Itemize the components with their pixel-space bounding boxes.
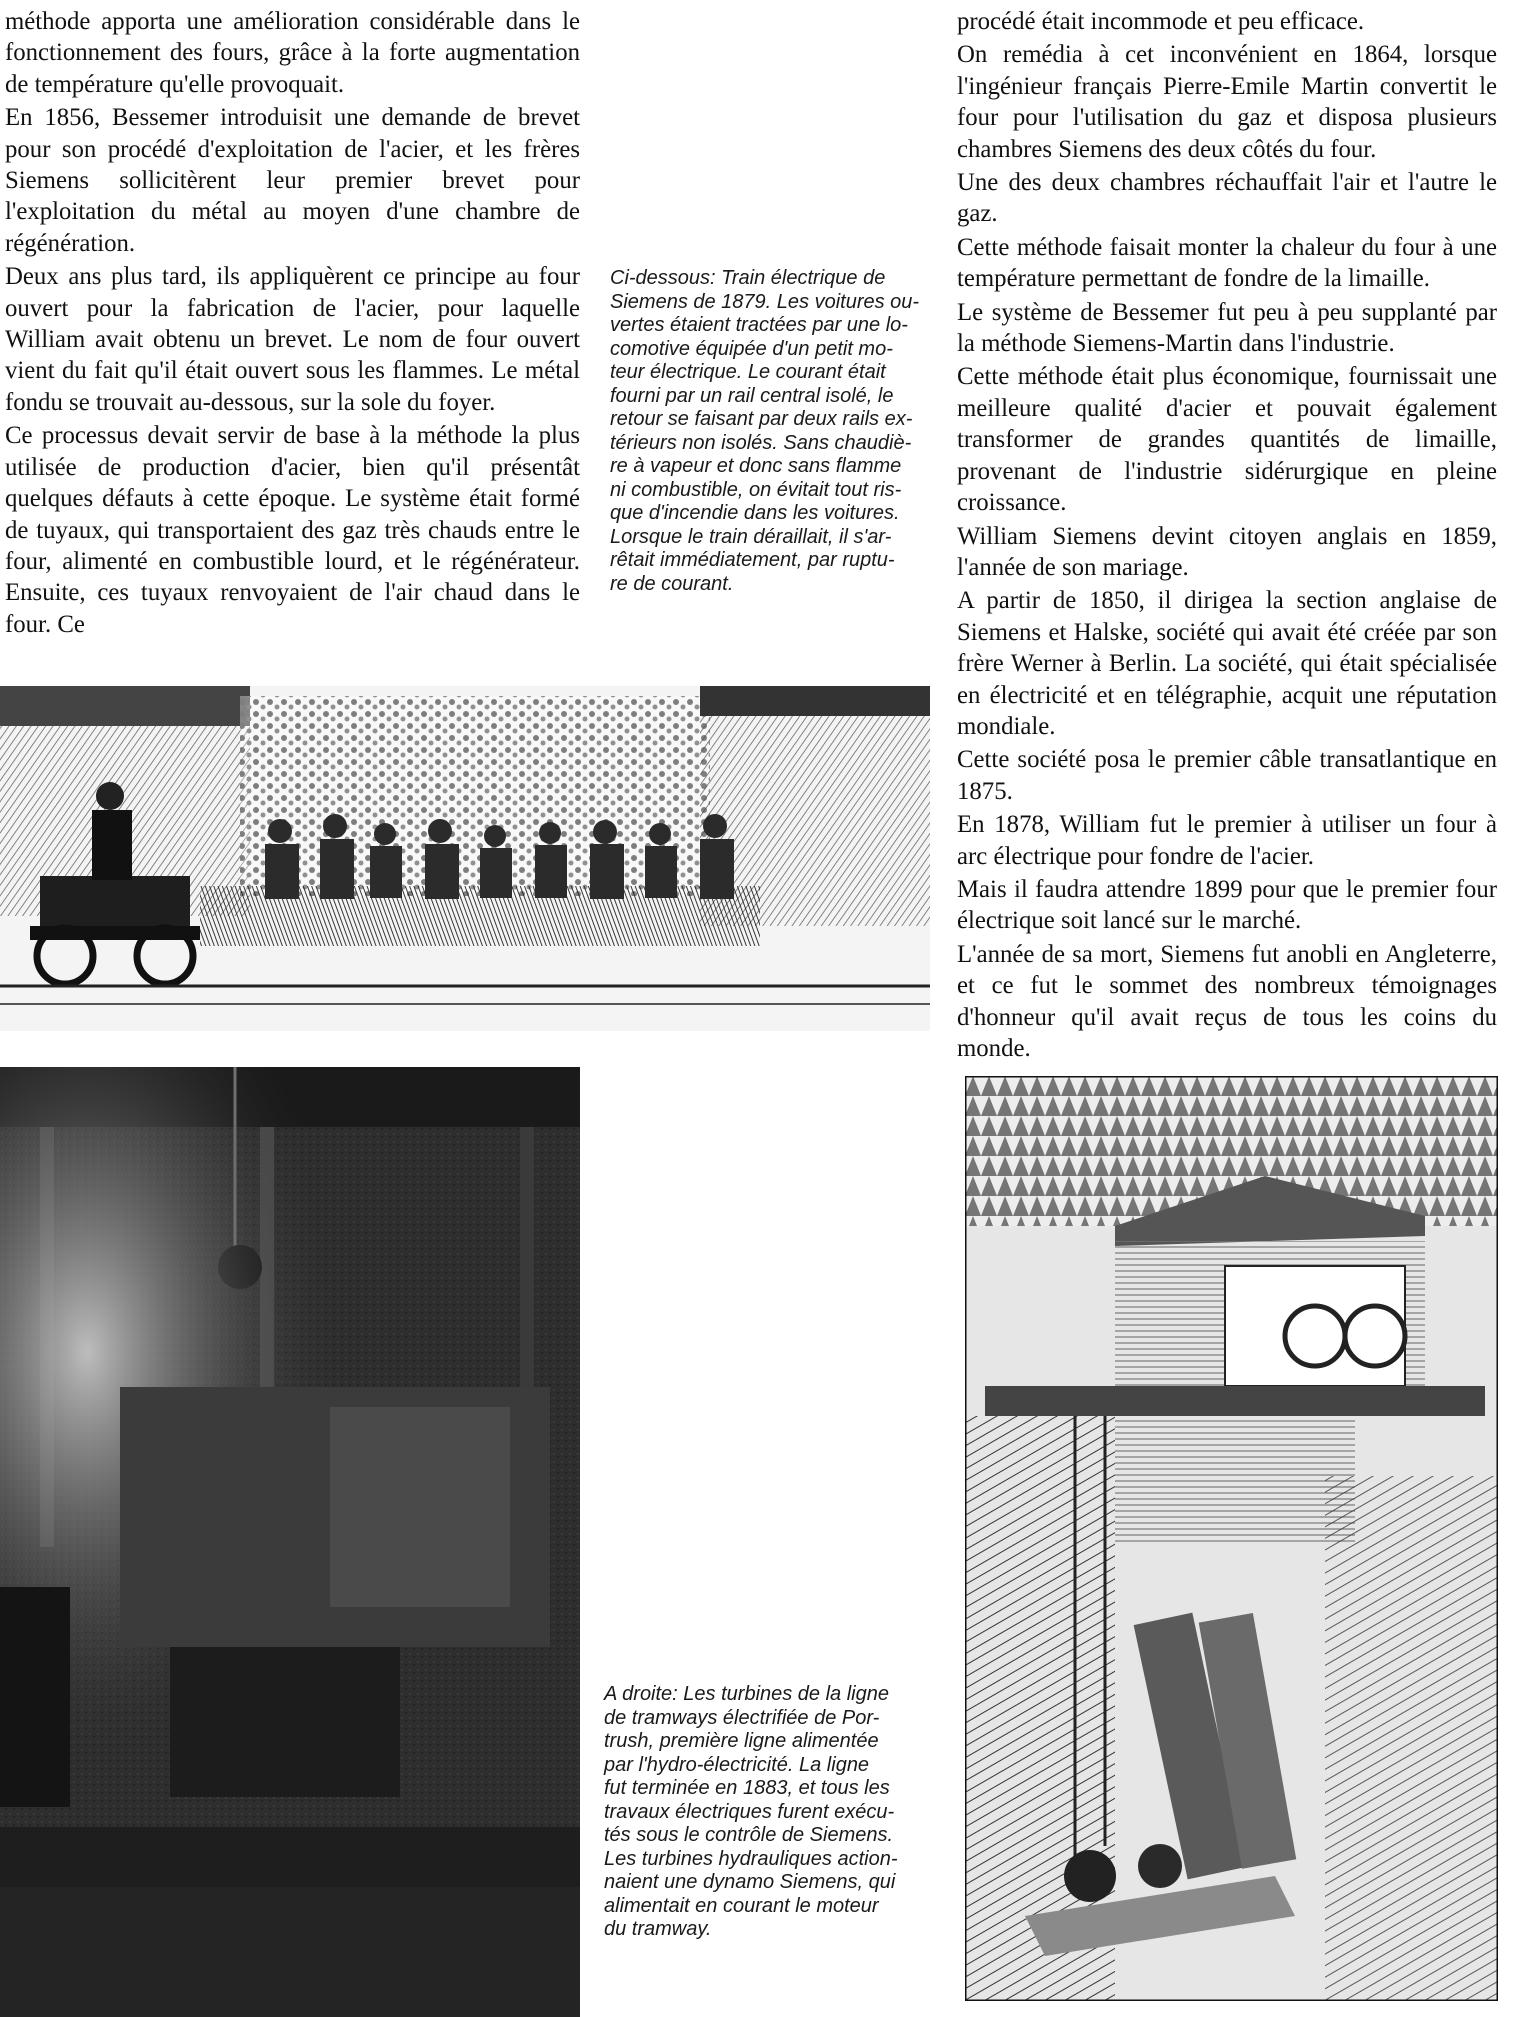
paragraph: En 1856, Bessemer introduisit une demande de brevet pour son procédé d'exploitation de l'acier, et les frères Siemens sollicitèrent leur premier brevet pour l'exploitation du métal au moyen d'une chambre de régénération. [5, 104, 580, 257]
caption-line: de tramways électrifiée de Por- [604, 1706, 880, 1729]
right-text-column [957, 6, 1497, 1066]
caption-line: Lorsque le train déraillait, il s'ar- [610, 525, 892, 548]
portrush-turbines-illustration [965, 1076, 1498, 2001]
caption-line: re de courant. [610, 572, 734, 595]
caption-line: par l'hydro-électricité. La ligne [604, 1753, 870, 1776]
paragraph: Ce processus devait servir de base à la méthode la plus utilisée de production d'acier, bien qu'il présentât quelques défauts à cette époque. Le système était formé de tuyaux, qui transportaient des gaz très chauds entre le four, alimenté en combustible lourd, et le régénérateur. Ensuite, ces tuyaux renvoyaient de l'air chaud dans le four. Ce [5, 422, 580, 638]
caption-line: trush, première ligne alimentée [604, 1730, 879, 1752]
caption-line: teur électrique. Le courant était [610, 361, 886, 383]
caption-line: Les turbines hydrauliques action- [604, 1847, 898, 1870]
caption-line: naient une dynamo Siemens, qui [604, 1871, 896, 1893]
paragraph: Deux ans plus tard, ils appliquèrent ce principe au four ouvert pour la fabrication de l'acier, pour laquelle William avait obtenu un brevet. Le nom de four ouvert vient du fait qu'il était ouvert sous les flammes. Le métal fondu se trouvait au-dessous, sur la sole du foyer. [5, 263, 580, 416]
caption-line: fut terminée en 1883, et tous les [604, 1777, 890, 1799]
paragraph: méthode apporta une amélioration considérable dans le fonctionnement des fours, grâce à la forte augmentation de température qu'elle provoquait. [5, 8, 580, 98]
paragraph: Mais il faudra attendre 1899 pour que le premier four électrique soit lancé sur le marché. [957, 875, 1497, 935]
caption-line: comotive équipée d'un petit mo- [610, 337, 893, 360]
steelworks-photo [0, 1067, 580, 2017]
caption-line: du tramway. [604, 1918, 712, 1940]
caption-line: ni combustible, on évitait tout ris- [610, 478, 902, 501]
caption-line: vertes étaient tractées par une lo- [610, 314, 908, 336]
paragraph: Cette méthode était plus économique, fournissait une meilleure qualité d'acier et pouvait également transformer de grandes quantités de limaille, provenant de l'industrie sidérurgique en pleine croissance. [957, 363, 1497, 517]
paragraph: William Siemens devint citoyen anglais en 1859, l'année de son mariage. [957, 522, 1497, 581]
paragraph: Cette méthode faisait monter la chaleur du four à une température permettant de fondre de la limaille. [957, 233, 1497, 293]
paragraph: Le système de Bessemer fut peu à peu supplanté par la méthode Siemens-Martin dans l'industrie. [957, 298, 1497, 358]
caption-line: tés sous le contrôle de Siemens. [604, 1824, 894, 1846]
turbines-caption [604, 1683, 922, 1942]
electric-train-illustration [0, 686, 930, 1031]
caption-line: alimentait en courant le moteur [604, 1894, 879, 1917]
caption-line: travaux électriques furent exécu- [604, 1800, 895, 1823]
caption-line: fourni par un rail central isolé, le [610, 384, 894, 407]
paragraph: En 1878, William fut le premier à utiliser un four à arc électrique pour fondre de l'acier. [957, 811, 1497, 870]
paragraph: procédé était incommode et peu efficace. [957, 8, 1365, 35]
paragraph: Cette société posa le premier câble transatlantique en 1875. [957, 746, 1497, 805]
paragraph: On remédia à cet inconvénient en 1864, lorsque l'ingénieur français Pierre-Emile Martin convertit le four pour l'utilisation du gaz et disposa plusieurs chambres Siemens des deux côtés du four. [957, 41, 1497, 163]
left-text-column [5, 6, 580, 642]
paragraph: L'année de sa mort, Siemens fut anobli en Angleterre, et ce fut le sommet des nombreux témoignages d'honneur qu'il avait reçus de tous les coins du monde. [957, 940, 1497, 1062]
paragraph: A partir de 1850, il dirigea la section anglaise de Siemens et Halske, société qui avait été créée par son frère Werner à Berlin. La société, qui était spécialisée en électricité et en télégraphie, acquit une réputation mondiale. [957, 587, 1497, 740]
caption-line: retour se faisant par deux rails ex- [610, 408, 913, 430]
caption-line: rêtait immédiatement, par ruptu- [610, 549, 895, 571]
caption-line: térieurs non isolés. Sans chaudiè- [610, 431, 912, 454]
paragraph: Une des deux chambres réchauffait l'air et l'autre le gaz. [957, 169, 1497, 228]
caption-line: re à vapeur et donc sans flamme [610, 455, 902, 477]
caption-line: A droite: Les turbines de la ligne [604, 1683, 889, 1705]
caption-line: Siemens de 1879. Les voitures ou- [610, 290, 920, 313]
caption-line: que d'incendie dans les voitures. [610, 502, 900, 524]
train-caption [610, 267, 925, 596]
caption-line: Ci-dessous: Train électrique de [610, 267, 886, 289]
